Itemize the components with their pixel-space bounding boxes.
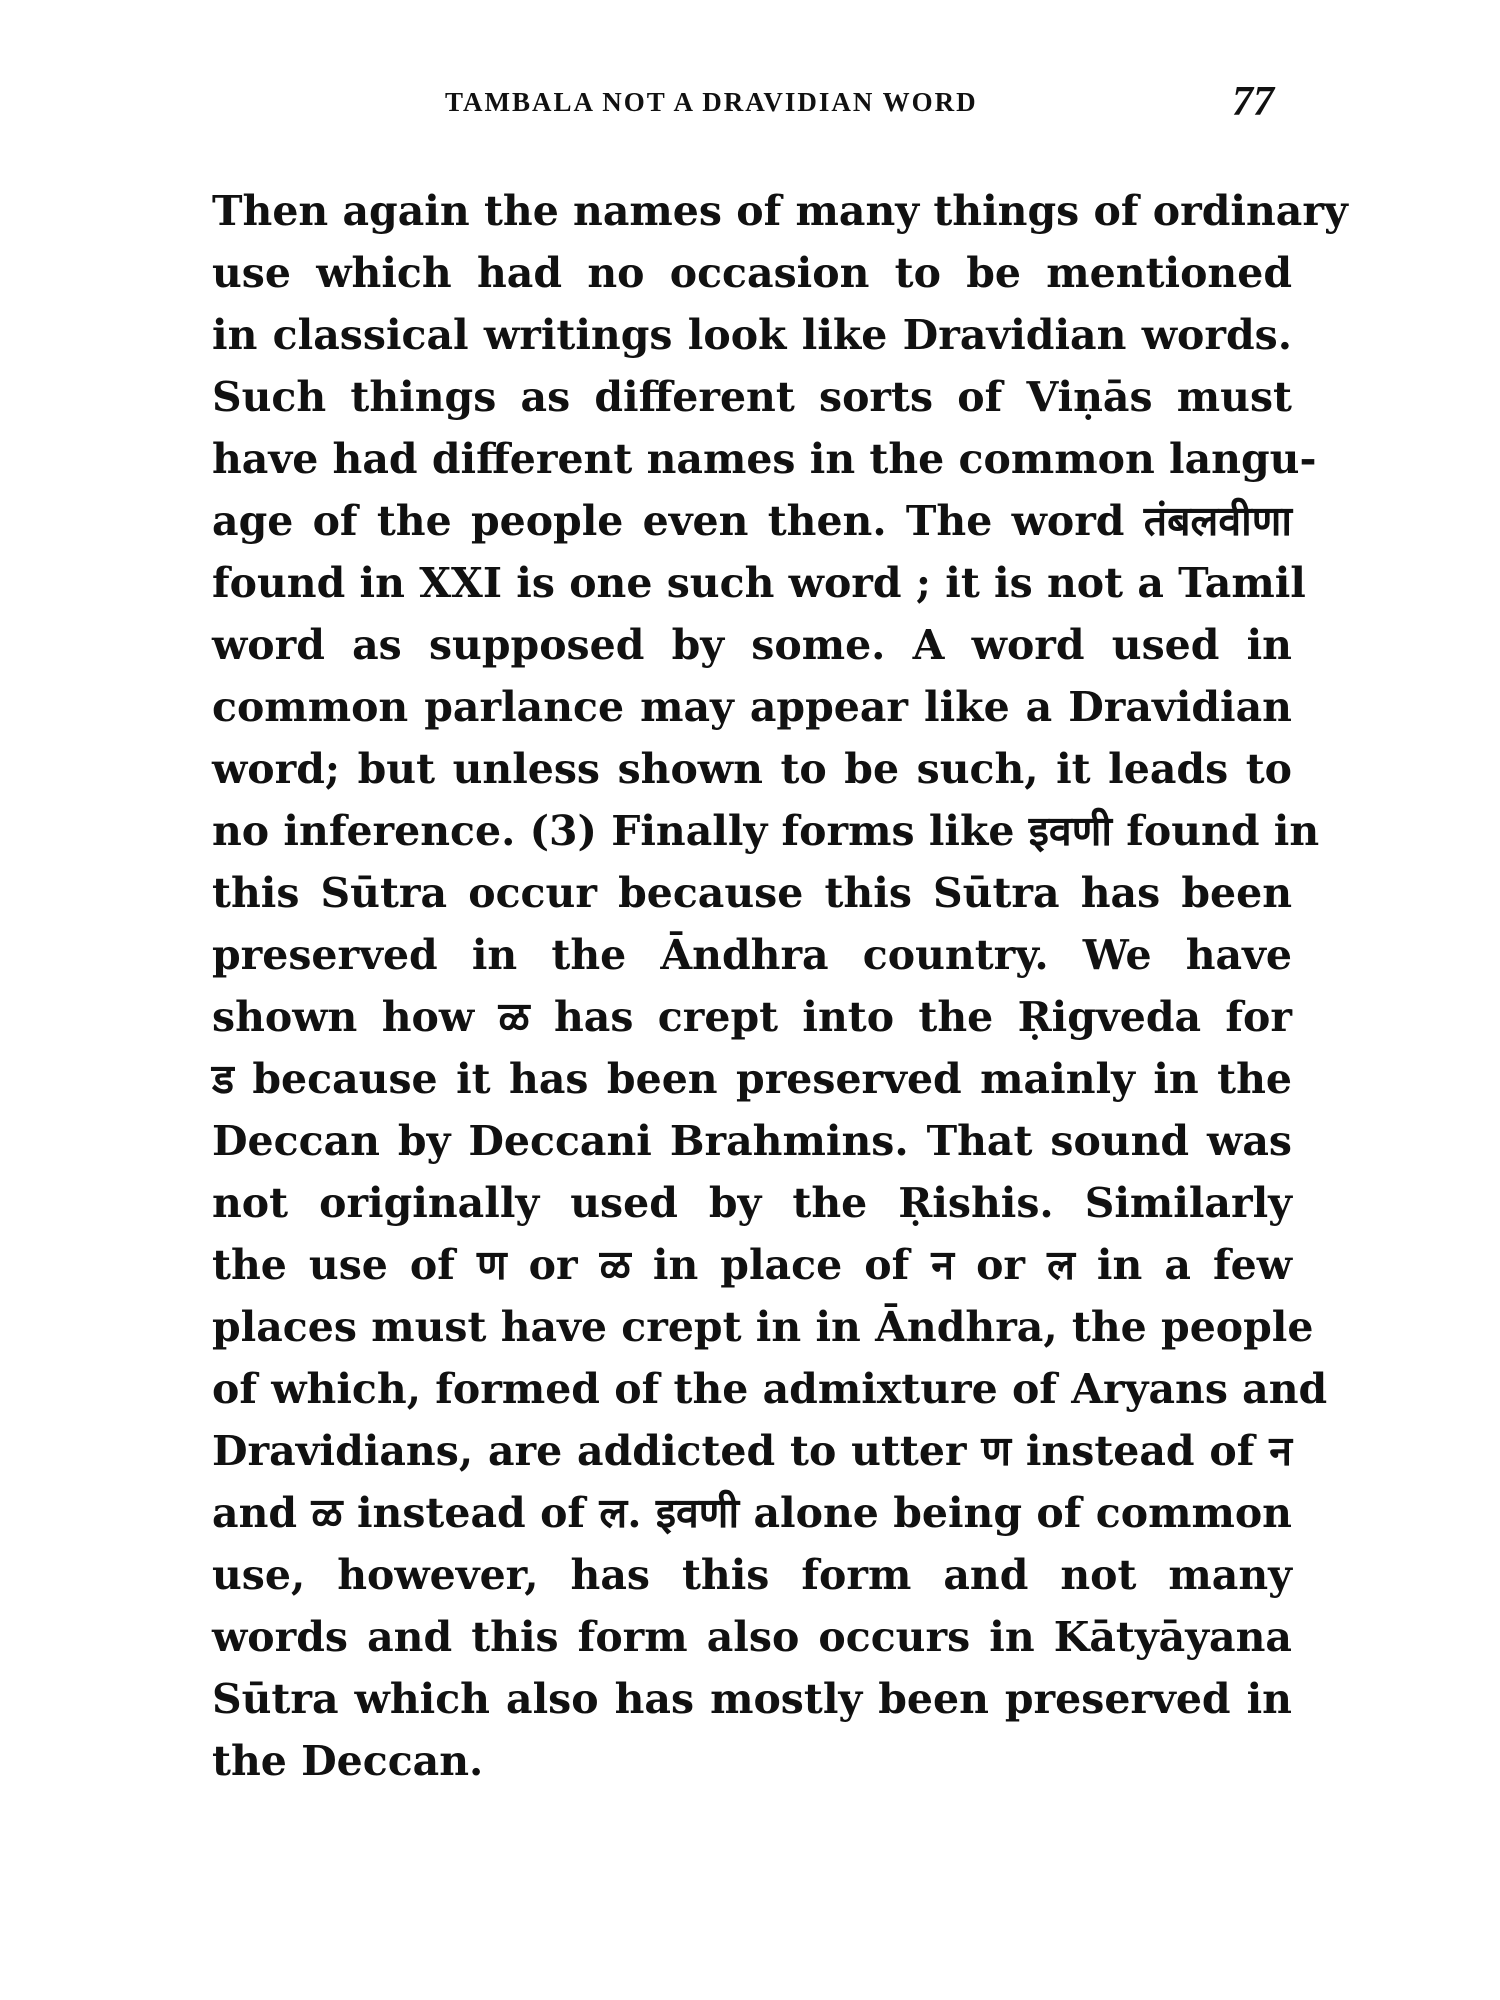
text-line-8: word as supposed by some. A word used in (212, 621, 1292, 669)
text-line-4: Such things as different sorts of Viṇās must (212, 373, 1292, 421)
text-line-19: places must have crept in in Āndhra, the people (212, 1303, 1314, 1351)
text-line-13: preserved in the Āndhra country. We have (212, 931, 1292, 979)
text-line-11: no inference. (3) Finally forms like इवणी found in (212, 807, 1320, 855)
running-head: TAMBALA NOT A DRAVIDIAN WORD (445, 87, 978, 117)
text-line-18: the use of ण or ळ in place of न or ल in a few (212, 1241, 1292, 1289)
text-line-23: use, however, has this form and not many (212, 1551, 1292, 1599)
text-line-7: found in XXI is one such word ; it is not a Tamil (212, 559, 1306, 607)
text-line-12: this Sūtra occur because this Sūtra has been (212, 869, 1292, 917)
text-line-9: common parlance may appear like a Dravidian (212, 683, 1292, 731)
body-paragraph (212, 180, 1348, 1792)
text-line-3: in classical writings look like Dravidian words. (212, 311, 1292, 359)
page-number: 77 (1232, 79, 1274, 125)
text-line-1: Then again the names of many things of ordinary (212, 187, 1348, 235)
text-line-22: and ळ instead of ल. इवणी alone being of common (212, 1489, 1292, 1537)
text-line-2: use which had no occasion to be mentioned (212, 249, 1292, 297)
text-line-16: Deccan by Deccani Brahmins. That sound was (212, 1117, 1292, 1165)
text-line-5: have had different names in the common langu- (212, 435, 1317, 483)
text-line-14: shown how ळ has crept into the Ṛigveda for (212, 993, 1292, 1041)
text-line-26: the Deccan. (212, 1737, 484, 1785)
text-line-20: of which, formed of the admixture of Aryans and (212, 1365, 1328, 1413)
text-line-10: word; but unless shown to be such, it leads to (212, 745, 1292, 793)
text-line-17: not originally used by the Ṛishis. Similarly (212, 1179, 1292, 1227)
text-line-6: age of the people even then. The word तंबलवीणा (212, 497, 1292, 545)
text-line-24: words and this form also occurs in Kātyāyana (212, 1613, 1292, 1661)
text-line-25: Sūtra which also has mostly been preserved in (212, 1675, 1292, 1723)
text-line-21: Dravidians, are addicted to utter ण instead of न (212, 1427, 1292, 1475)
text-line-15: ड because it has been preserved mainly in the (212, 1055, 1292, 1103)
